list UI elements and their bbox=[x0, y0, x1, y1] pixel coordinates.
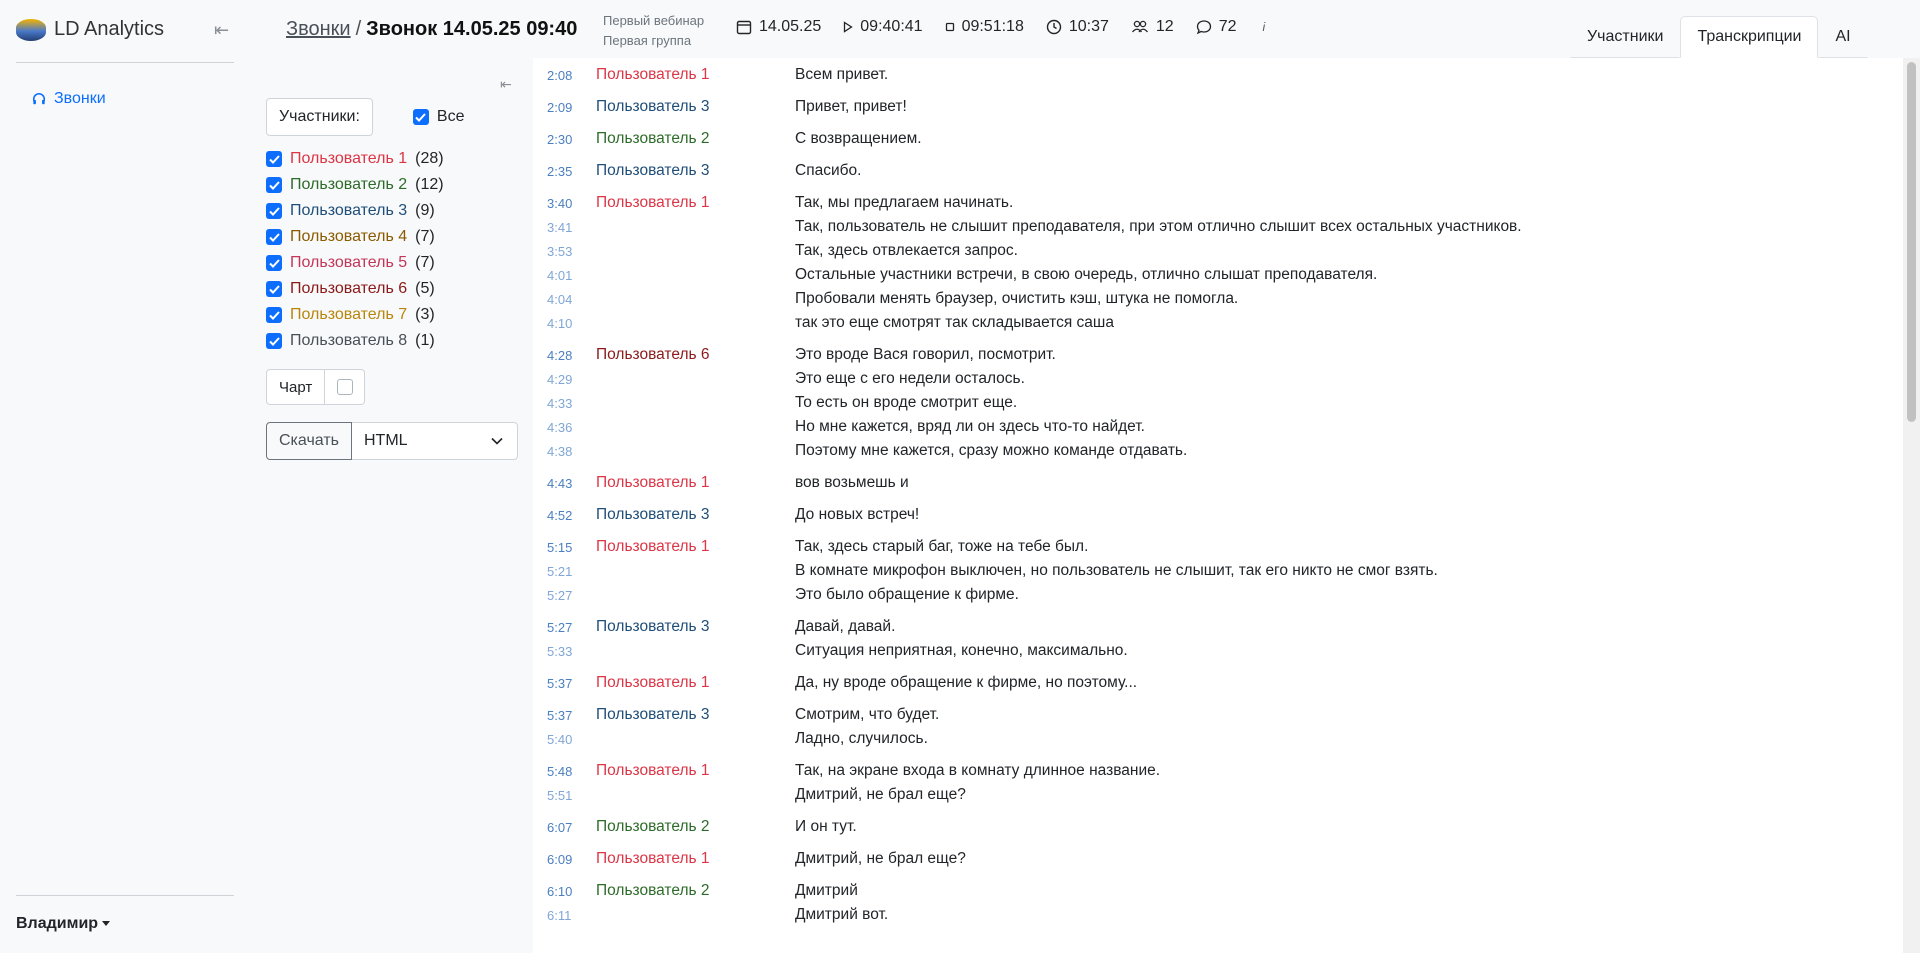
transcript-text: Это было обращение к фирме. bbox=[795, 586, 1019, 603]
brand[interactable] bbox=[16, 18, 164, 41]
breadcrumb-calls-link[interactable]: Звонки bbox=[286, 18, 351, 40]
stat-date-value: 14.05.25 bbox=[759, 18, 822, 35]
participant-checkbox[interactable] bbox=[266, 250, 444, 276]
format-select-value: HTML bbox=[364, 432, 408, 449]
transcript-text: И он тут. bbox=[795, 818, 857, 835]
tab-ai[interactable]: AI bbox=[1818, 16, 1867, 58]
timestamp-link[interactable]: 4:38 bbox=[547, 444, 573, 459]
transcript-line bbox=[533, 288, 1903, 312]
timestamp-link[interactable]: 5:15 bbox=[547, 540, 573, 555]
transcript-text: В комнате микрофон выключен, но пользователь не слышит, так его никто не смог взять. bbox=[795, 562, 1438, 579]
breadcrumb-separator: / bbox=[355, 18, 362, 40]
call-stats bbox=[736, 18, 1265, 36]
participant-checkbox[interactable] bbox=[266, 198, 444, 224]
chevron-down-icon bbox=[102, 921, 110, 926]
transcript-entry bbox=[533, 880, 1903, 928]
speaker-name: Пользователь 6 bbox=[596, 346, 710, 363]
transcript-line bbox=[533, 96, 1903, 120]
speaker-name: Пользователь 2 bbox=[596, 130, 710, 147]
transcript-line bbox=[533, 216, 1903, 240]
transcript-line bbox=[533, 880, 1903, 904]
stat-messages bbox=[1196, 18, 1237, 36]
timestamp-link[interactable]: 2:30 bbox=[547, 132, 573, 147]
timestamp-link[interactable]: 2:35 bbox=[547, 164, 573, 179]
stat-participants-value: 12 bbox=[1155, 18, 1174, 35]
transcript-line bbox=[533, 848, 1903, 872]
transcript-line bbox=[533, 192, 1903, 216]
stat-end-value: 09:51:18 bbox=[961, 18, 1024, 35]
timestamp-link[interactable]: 6:09 bbox=[547, 852, 573, 867]
transcript-line bbox=[533, 784, 1903, 808]
transcript-line bbox=[533, 312, 1903, 336]
transcript-line bbox=[533, 344, 1903, 368]
transcript-entry bbox=[533, 616, 1903, 664]
collapse-filters-icon[interactable]: ⇤ bbox=[500, 76, 512, 92]
participants-filter-row bbox=[266, 98, 464, 136]
transcript-text: Ладно, случилось. bbox=[795, 730, 928, 747]
checkmark-icon bbox=[266, 307, 282, 323]
transcript-line bbox=[533, 584, 1903, 608]
transcript-text: Давай, давай. bbox=[795, 618, 896, 635]
speaker-name: Пользователь 1 bbox=[596, 850, 710, 867]
participant-list bbox=[266, 146, 444, 354]
tab-transcripts[interactable]: Транскрипции bbox=[1680, 16, 1818, 58]
speaker-name: Пользователь 1 bbox=[596, 66, 710, 83]
speaker-name: Пользователь 3 bbox=[596, 706, 710, 723]
chart-label: Чарт bbox=[266, 369, 325, 405]
transcript-line bbox=[533, 640, 1903, 664]
transcript-line bbox=[533, 440, 1903, 464]
transcript-text: Так, здесь отвлекается запрос. bbox=[795, 242, 1018, 259]
timestamp-link[interactable]: 4:33 bbox=[547, 396, 573, 411]
checkmark-icon bbox=[266, 333, 282, 349]
transcript-text: То есть он вроде смотрит еще. bbox=[795, 394, 1018, 411]
participant-name: Пользователь 4 bbox=[290, 228, 408, 245]
participant-checkbox[interactable] bbox=[266, 172, 444, 198]
timestamp-link[interactable]: 6:11 bbox=[547, 908, 572, 923]
transcript-text: Ситуация неприятная, конечно, максимально. bbox=[795, 642, 1128, 659]
participants-button[interactable]: Участники: bbox=[266, 98, 373, 136]
all-checkbox-label: Все bbox=[436, 108, 465, 125]
transcript-text: Смотрим, что будет. bbox=[795, 706, 940, 723]
header bbox=[250, 0, 1920, 58]
transcript-line bbox=[533, 672, 1903, 696]
transcript-entry bbox=[533, 848, 1903, 872]
stat-start-value: 09:40:41 bbox=[860, 18, 923, 35]
speaker-name: Пользователь 3 bbox=[596, 506, 710, 523]
transcript-text: Пробовали менять браузер, очистить кэш, штука не помогла. bbox=[795, 290, 1239, 307]
scrollbar-thumb[interactable] bbox=[1907, 62, 1916, 422]
download-button[interactable]: Скачать bbox=[266, 422, 352, 460]
stat-end bbox=[945, 18, 1024, 36]
timestamp-link[interactable]: 5:48 bbox=[547, 764, 573, 779]
transcript-line bbox=[533, 504, 1903, 528]
timestamp-link[interactable]: 2:08 bbox=[547, 68, 573, 83]
timestamp-link[interactable]: 5:37 bbox=[547, 708, 573, 723]
all-checkbox[interactable] bbox=[413, 108, 465, 126]
stat-date bbox=[736, 18, 821, 36]
speaker-name: Пользователь 1 bbox=[596, 194, 710, 211]
speaker-name: Пользователь 3 bbox=[596, 162, 710, 179]
participant-count: (9) bbox=[415, 202, 435, 219]
tab-participants[interactable]: Участники bbox=[1570, 16, 1680, 58]
call-webinar-name: Первый вебинар bbox=[603, 13, 705, 28]
checkmark-icon bbox=[413, 109, 429, 125]
participant-name: Пользователь 7 bbox=[290, 306, 408, 323]
stat-start bbox=[843, 18, 922, 36]
transcript-entry bbox=[533, 504, 1903, 528]
checkmark-icon bbox=[266, 229, 282, 245]
transcript-line bbox=[533, 264, 1903, 288]
timestamp-link[interactable]: 4:28 bbox=[547, 348, 573, 363]
transcript-text: До новых встреч! bbox=[795, 506, 920, 523]
download-group bbox=[266, 422, 518, 460]
transcript-entry bbox=[533, 816, 1903, 840]
transcript-text: вов возьмешь и bbox=[795, 474, 909, 491]
transcript-text: Так, пользователь не слышит преподавателя, при этом отлично слышит всех остальных участников. bbox=[795, 218, 1522, 235]
stop-icon bbox=[945, 22, 955, 32]
speaker-name: Пользователь 1 bbox=[596, 474, 710, 491]
participant-checkbox[interactable] bbox=[266, 276, 444, 302]
transcript-line bbox=[533, 560, 1903, 584]
user-name: Владимир bbox=[16, 915, 99, 932]
sidebar-divider bbox=[16, 895, 234, 896]
brand-name: LD Analytics bbox=[54, 18, 165, 40]
chevron-down-icon bbox=[491, 437, 503, 445]
tabs bbox=[1570, 16, 1868, 58]
timestamp-link[interactable]: 3:40 bbox=[547, 196, 573, 211]
transcript-entry bbox=[533, 96, 1903, 120]
participant-checkbox[interactable] bbox=[266, 302, 444, 328]
sidebar-item-calls[interactable] bbox=[32, 90, 106, 108]
speaker-name: Пользователь 1 bbox=[596, 762, 710, 779]
participant-name: Пользователь 3 bbox=[290, 202, 408, 219]
speaker-name: Пользователь 1 bbox=[596, 538, 710, 555]
participant-count: (7) bbox=[415, 254, 435, 271]
checkmark-icon bbox=[266, 151, 282, 167]
checkmark-icon bbox=[266, 255, 282, 271]
scrollbar[interactable] bbox=[1903, 58, 1920, 953]
stat-duration bbox=[1046, 18, 1109, 36]
transcript-line bbox=[533, 160, 1903, 184]
timestamp-link[interactable]: 3:53 bbox=[547, 244, 573, 259]
stat-participants bbox=[1131, 18, 1174, 36]
participant-name: Пользователь 1 bbox=[290, 150, 408, 167]
transcript-text: Так, мы предлагаем начинать. bbox=[795, 194, 1014, 211]
timestamp-link[interactable]: 4:52 bbox=[547, 508, 573, 523]
transcript-line bbox=[533, 472, 1903, 496]
chart-toggle bbox=[266, 369, 365, 405]
headphones-icon bbox=[32, 92, 46, 106]
transcript-entry bbox=[533, 472, 1903, 496]
timestamp-link[interactable]: 5:37 bbox=[547, 676, 573, 691]
transcript-text: Всем привет. bbox=[795, 66, 889, 83]
timestamp-link[interactable]: 5:33 bbox=[547, 644, 573, 659]
timestamp-link[interactable]: 4:29 bbox=[547, 372, 573, 387]
stat-duration-value: 10:37 bbox=[1068, 18, 1109, 35]
transcript-text: Но мне кажется, вряд ли он здесь что-то найдет. bbox=[795, 418, 1145, 435]
transcript-line bbox=[533, 616, 1903, 640]
transcript-entry bbox=[533, 128, 1903, 152]
transcript-line bbox=[533, 536, 1903, 560]
format-select[interactable] bbox=[352, 422, 518, 460]
transcript-entry bbox=[533, 760, 1903, 808]
transcript-text: Да, ну вроде обращение к фирме, но поэтому... bbox=[795, 674, 1138, 691]
transcript-text: Спасибо. bbox=[795, 162, 862, 179]
participant-name: Пользователь 8 bbox=[290, 332, 408, 349]
timestamp-link[interactable]: 2:09 bbox=[547, 100, 573, 115]
transcript-line bbox=[533, 128, 1903, 152]
transcript-panel bbox=[533, 58, 1903, 953]
timestamp-link[interactable]: 5:40 bbox=[547, 732, 573, 747]
transcript-entry bbox=[533, 64, 1903, 88]
transcript-text: Привет, привет! bbox=[795, 98, 907, 115]
timestamp-link[interactable]: 4:01 bbox=[547, 268, 573, 283]
user-menu[interactable] bbox=[16, 915, 110, 933]
checkmark-icon bbox=[266, 281, 282, 297]
timestamp-link[interactable]: 4:36 bbox=[547, 420, 573, 435]
transcript-entry bbox=[533, 344, 1903, 464]
timestamp-link[interactable]: 4:43 bbox=[547, 476, 573, 491]
calendar-icon bbox=[736, 19, 752, 35]
transcript-entry bbox=[533, 160, 1903, 184]
transcript-entry bbox=[533, 536, 1903, 608]
speaker-name: Пользователь 2 bbox=[596, 818, 710, 835]
transcript-entry bbox=[533, 192, 1903, 336]
timestamp-link[interactable]: 3:41 bbox=[547, 220, 573, 235]
transcript-line bbox=[533, 704, 1903, 728]
timestamp-link[interactable]: 4:04 bbox=[547, 292, 573, 307]
transcript-entry bbox=[533, 704, 1903, 752]
transcript-line bbox=[533, 368, 1903, 392]
play-icon bbox=[843, 21, 853, 33]
transcript-text: так это еще смотрят так складывается саша bbox=[795, 314, 1114, 331]
participant-count: (3) bbox=[415, 306, 435, 323]
transcript-line bbox=[533, 240, 1903, 264]
participant-checkbox[interactable] bbox=[266, 224, 444, 250]
participant-name: Пользователь 2 bbox=[290, 176, 408, 193]
transcript-entry bbox=[533, 672, 1903, 696]
call-group-name: Первая группа bbox=[603, 33, 692, 48]
sidebar-divider bbox=[16, 62, 234, 63]
sidebar bbox=[0, 0, 250, 953]
participant-name: Пользователь 5 bbox=[290, 254, 408, 271]
collapse-sidebar-icon[interactable]: ⇤ bbox=[214, 20, 230, 40]
checkmark-icon bbox=[266, 177, 282, 193]
timestamp-link[interactable]: 5:21 bbox=[547, 564, 573, 579]
speaker-name: Пользователь 2 bbox=[596, 882, 710, 899]
transcript-text: Так, здесь старый баг, тоже на тебе был. bbox=[795, 538, 1089, 555]
participant-checkbox[interactable] bbox=[266, 146, 444, 172]
timestamp-link[interactable]: 4:10 bbox=[547, 316, 573, 331]
transcript-text: Поэтому мне кажется, сразу можно команде отдавать. bbox=[795, 442, 1188, 459]
transcript-line bbox=[533, 728, 1903, 752]
call-meta bbox=[603, 11, 704, 51]
checkbox-empty-icon bbox=[337, 379, 353, 395]
participant-count: (12) bbox=[415, 176, 444, 193]
participant-count: (5) bbox=[415, 280, 435, 297]
transcript-line bbox=[533, 64, 1903, 88]
info-icon[interactable]: i bbox=[1262, 20, 1266, 34]
transcript-line bbox=[533, 760, 1903, 784]
transcript-line bbox=[533, 416, 1903, 440]
transcript-text: Дмитрий, не брал еще? bbox=[795, 850, 966, 867]
chat-bubble-icon bbox=[1196, 19, 1212, 35]
timestamp-link[interactable]: 6:10 bbox=[547, 884, 573, 899]
transcript-line bbox=[533, 904, 1903, 928]
transcript-text: С возвращением. bbox=[795, 130, 922, 147]
timestamp-link[interactable]: 5:27 bbox=[547, 588, 573, 603]
transcript-text: Дмитрий вот. bbox=[795, 906, 889, 923]
transcript-text: Остальные участники встречи, в свою очередь, отлично слышат преподавателя. bbox=[795, 266, 1378, 283]
transcript-line bbox=[533, 392, 1903, 416]
transcript-text: Это вроде Вася говорил, посмотрит. bbox=[795, 346, 1056, 363]
timestamp-link[interactable]: 5:51 bbox=[547, 788, 573, 803]
participant-count: (28) bbox=[415, 150, 444, 167]
transcript-line bbox=[533, 816, 1903, 840]
checkmark-icon bbox=[266, 203, 282, 219]
sidebar-item-label: Звонки bbox=[54, 90, 106, 107]
breadcrumb bbox=[286, 18, 577, 41]
timestamp-link[interactable]: 5:27 bbox=[547, 620, 573, 635]
transcript-text: Дмитрий bbox=[795, 882, 858, 899]
speaker-name: Пользователь 1 bbox=[596, 674, 710, 691]
timestamp-link[interactable]: 6:07 bbox=[547, 820, 573, 835]
speaker-name: Пользователь 3 bbox=[596, 618, 710, 635]
page-title: Звонок 14.05.25 09:40 bbox=[366, 18, 578, 40]
transcript-text: Это еще с его недели осталось. bbox=[795, 370, 1025, 387]
transcript-text: Дмитрий, не брал еще? bbox=[795, 786, 966, 803]
participant-checkbox[interactable] bbox=[266, 328, 444, 354]
clock-icon bbox=[1046, 19, 1062, 35]
speaker-name: Пользователь 3 bbox=[596, 98, 710, 115]
stat-messages-value: 72 bbox=[1218, 18, 1237, 35]
participant-count: (1) bbox=[415, 332, 435, 349]
transcript-text: Так, на экране входа в комнату длинное название. bbox=[795, 762, 1161, 779]
participant-count: (7) bbox=[415, 228, 435, 245]
chart-checkbox[interactable] bbox=[325, 369, 365, 405]
people-icon bbox=[1131, 19, 1149, 35]
brand-logo-icon bbox=[16, 19, 46, 41]
participant-name: Пользователь 6 bbox=[290, 280, 408, 297]
